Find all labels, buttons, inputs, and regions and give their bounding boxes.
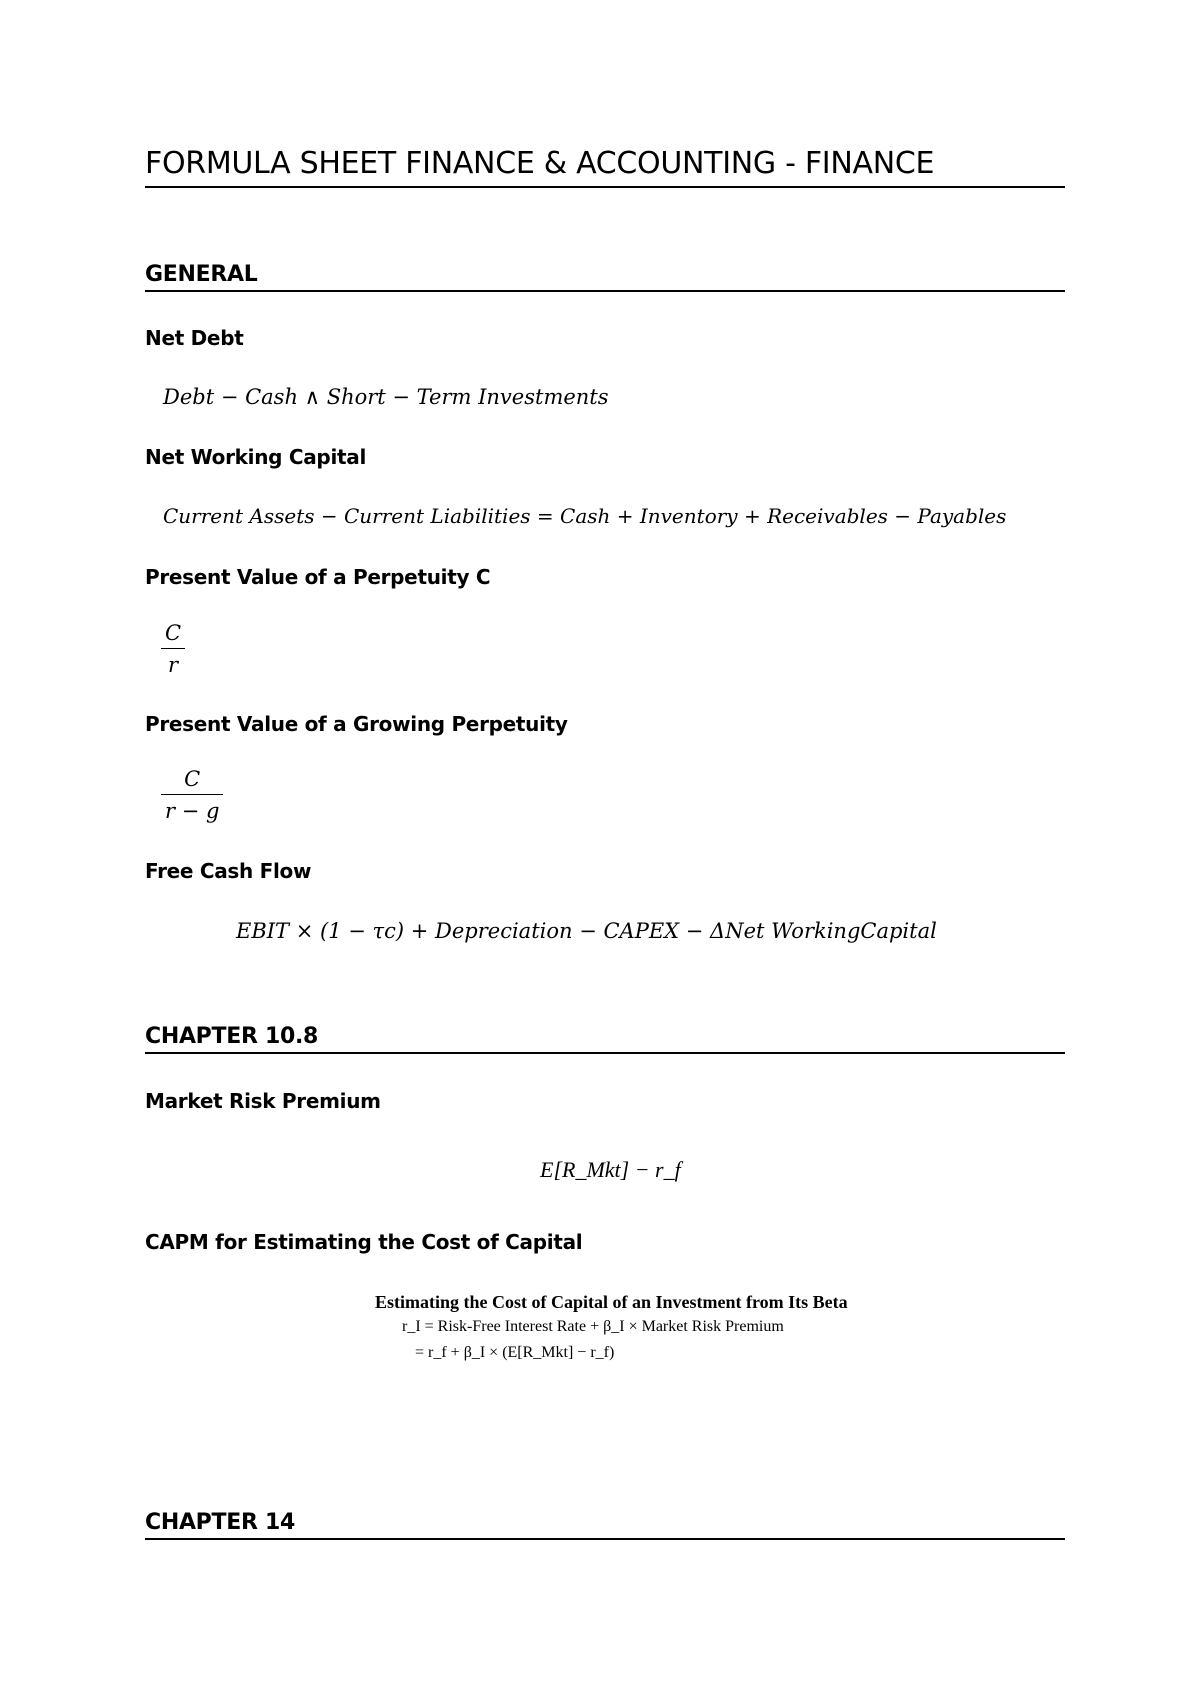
formula-growing-perpetuity [161, 766, 223, 824]
capm-box-title: Estimating the Cost of Capital of an Investment from Its Beta [375, 1292, 848, 1312]
capm-formula-box [375, 1290, 895, 1366]
item-heading-capm: CAPM for Estimating the Cost of Capital [145, 1230, 583, 1254]
formula-net-debt: Debt − Cash ∧ Short − Term Investments [163, 385, 609, 409]
formula-net-working-capital: Current Assets − Current Liabilities = Cash + Inventory + Receivables − Payables [163, 504, 1007, 528]
section-heading-chapter-10-8: CHAPTER 10.8 [145, 1024, 1065, 1054]
fraction-numerator: C [184, 767, 201, 791]
document-title: FORMULA SHEET FINANCE & ACCOUNTING - FINANCE [145, 146, 1065, 188]
fraction-numerator: C [165, 621, 182, 645]
item-heading-growing-perpetuity: Present Value of a Growing Perpetuity [145, 712, 568, 736]
item-heading-perpetuity: Present Value of a Perpetuity C [145, 565, 491, 589]
formula-market-risk-premium: E[R_Mkt] − r_f [540, 1157, 681, 1182]
section-heading-chapter-14: CHAPTER 14 [145, 1510, 1065, 1540]
item-heading-net-working-capital: Net Working Capital [145, 445, 367, 469]
fraction-bar [161, 648, 185, 649]
formula-perpetuity [161, 620, 185, 678]
capm-line-2: = r_f + β_I × (E[R_Mkt] − r_f) [415, 1344, 615, 1361]
formula-free-cash-flow: EBIT × (1 − τc) + Depreciation − CAPEX − ΔNet WorkingCapital [236, 919, 937, 943]
fraction-bar [161, 794, 223, 795]
capm-line-1: r_I = Risk-Free Interest Rate + β_I × Market Risk Premium [402, 1318, 784, 1335]
item-heading-free-cash-flow: Free Cash Flow [145, 859, 312, 883]
item-heading-net-debt: Net Debt [145, 326, 244, 350]
fraction-denominator: r − g [165, 799, 220, 823]
section-heading-general: GENERAL [145, 262, 1065, 292]
fraction-denominator: r [168, 653, 179, 677]
item-heading-market-risk-premium: Market Risk Premium [145, 1089, 381, 1113]
